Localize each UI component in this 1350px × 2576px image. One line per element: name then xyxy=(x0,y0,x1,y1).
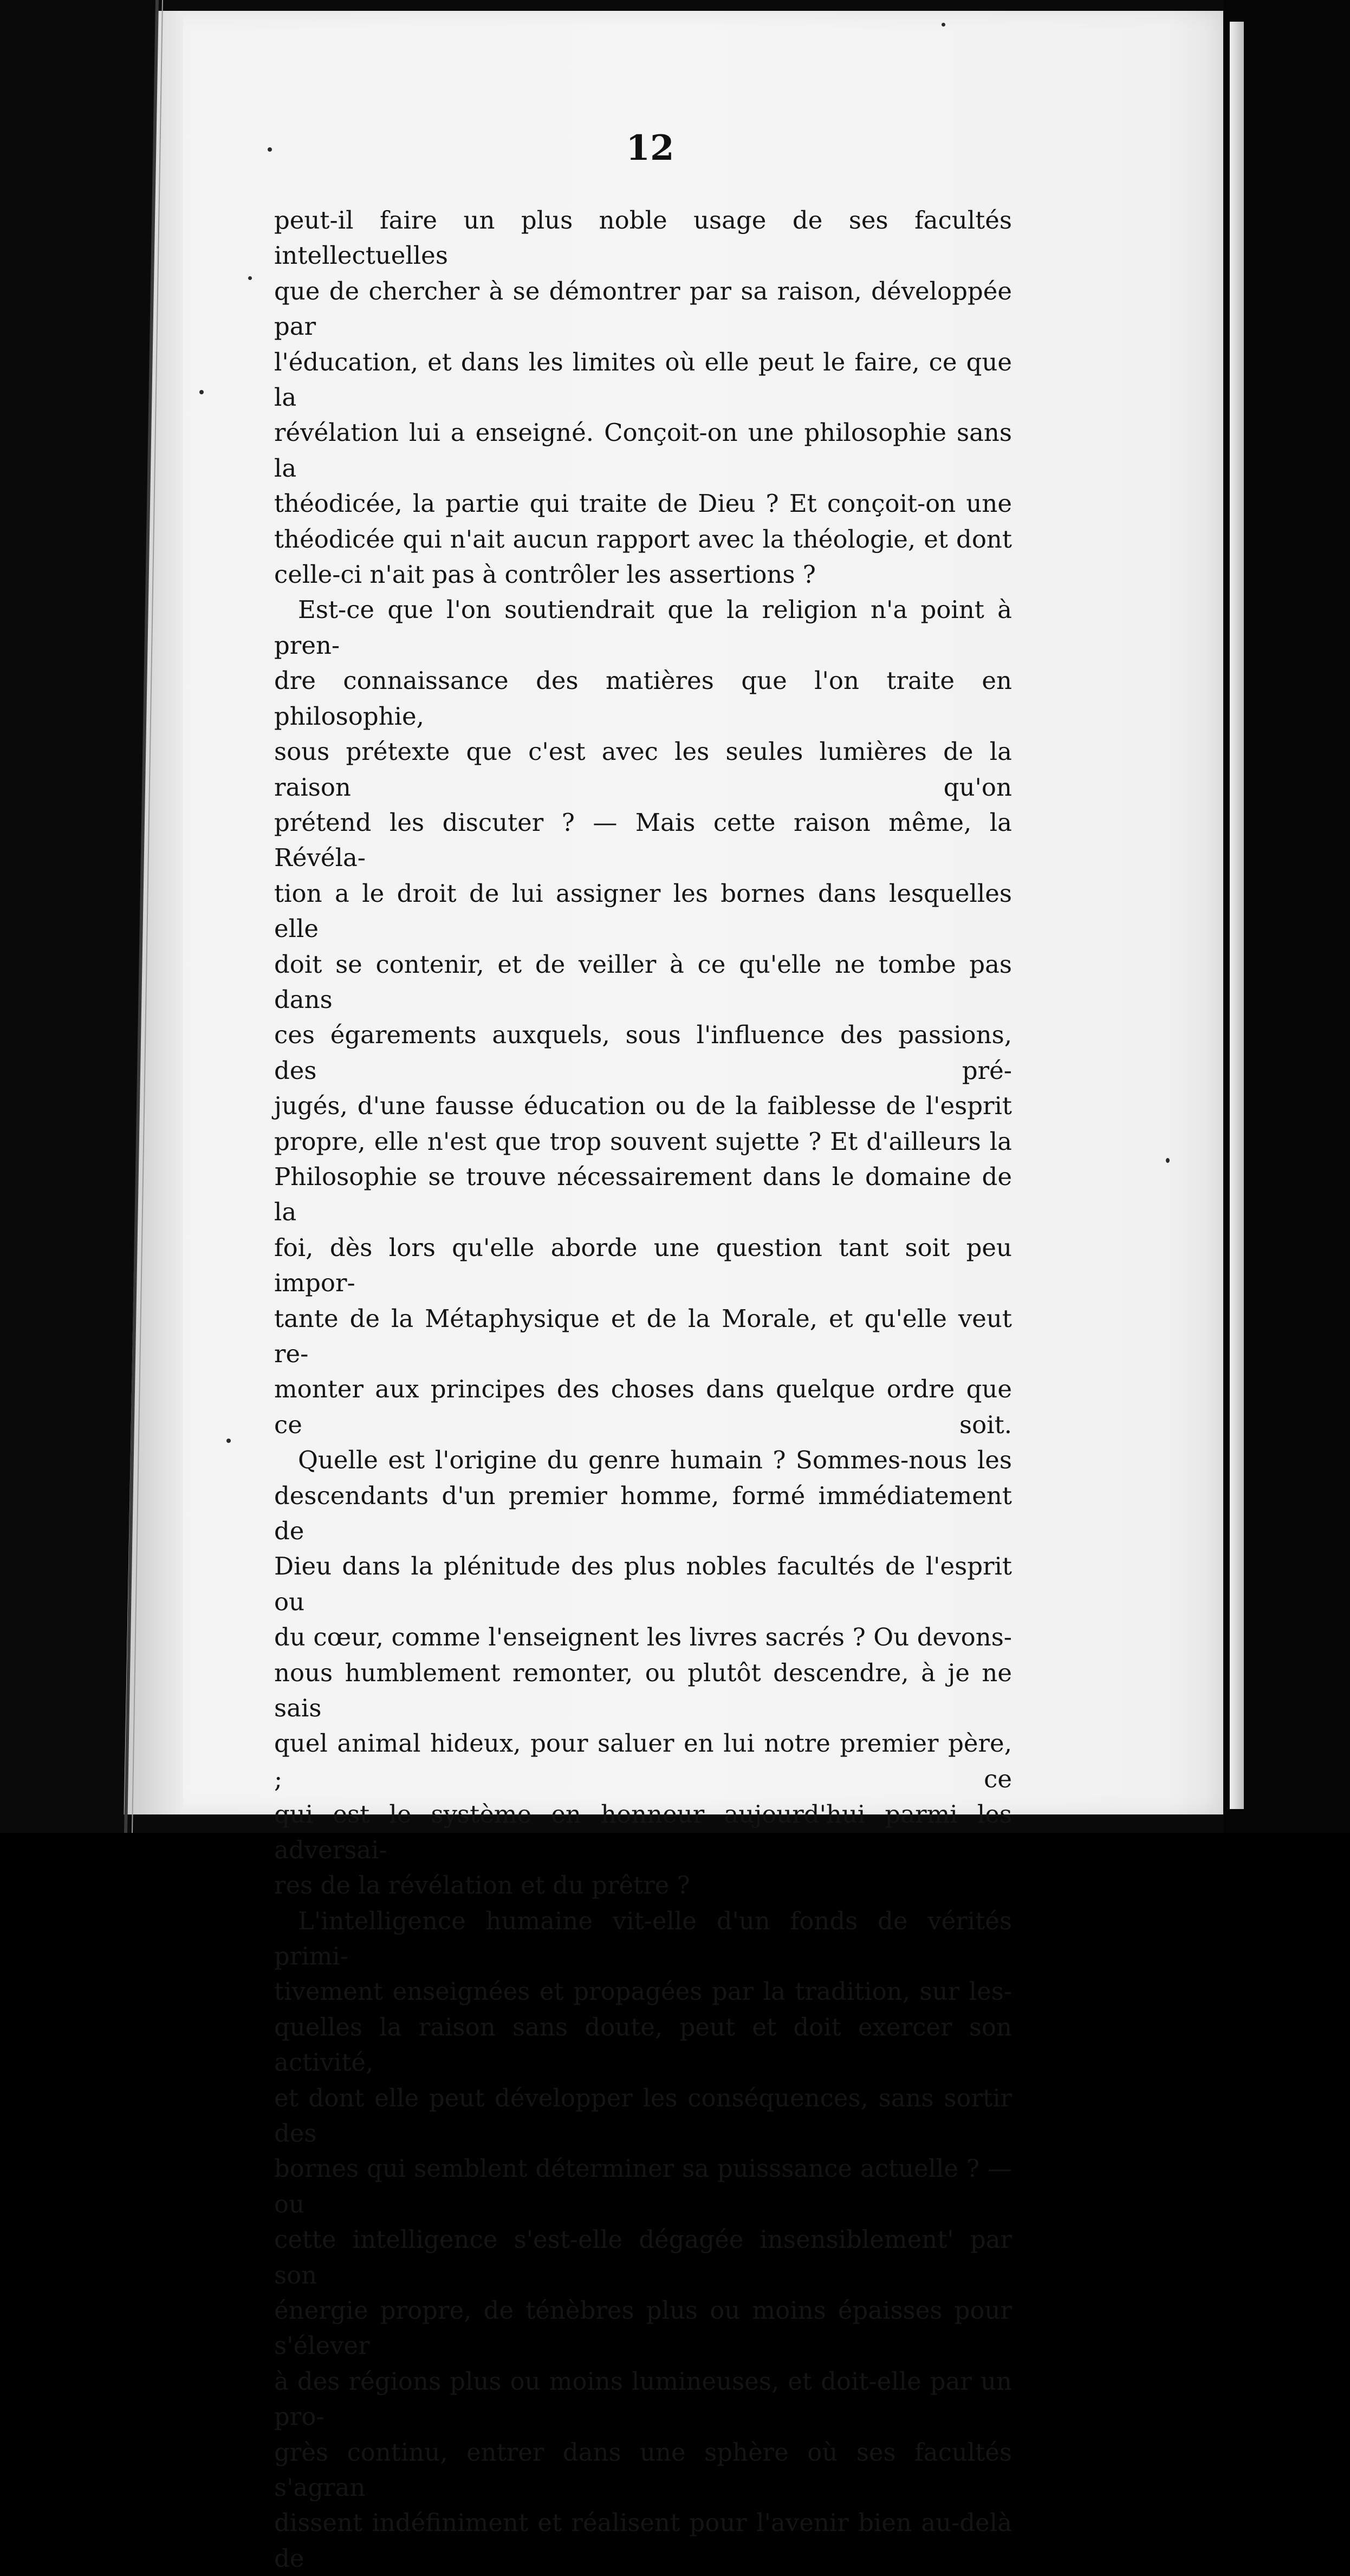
dust-speck xyxy=(248,276,252,280)
text-line: grès continu, entrer dans une sphère où ses facultés s'agran xyxy=(274,2437,1012,2502)
text-line: descendants d'un premier homme, formé immédiatement de xyxy=(274,1481,1012,1546)
text-line: bornes qui semblent déterminer sa puisssance actuelle ? — ou xyxy=(274,2154,1012,2219)
text-line: que de chercher à se démontrer par sa raison, développée par xyxy=(274,276,1012,341)
dust-speck xyxy=(1166,1158,1170,1163)
text-line: L'intelligence humaine vit-elle d'un fonds de vérités primi- xyxy=(274,1906,1012,1970)
text-line: foi, dès lors qu'elle aborde une question tant soit peu impor- xyxy=(274,1233,1012,1298)
text-line: sous prétexte que c'est avec les seules lumières de la raison qu'on xyxy=(274,737,1012,802)
text-line: l'éducation, et dans les limites où elle peut le faire, ce que la xyxy=(274,347,1012,412)
text-line: celle-ci n'ait pas à contrôler les assertions ? xyxy=(274,560,816,589)
text-line: quel animal hideux, pour saluer en lui notre premier père, ; ce xyxy=(274,1729,1012,1793)
text-line: énergie propre, de ténèbres plus ou moins épaisses pour s'élever xyxy=(274,2295,1012,2360)
text-line: et dont elle peut développer les conséquences, sans sortir des xyxy=(274,2083,1012,2148)
text-line: Quelle est l'origine du genre humain ? Sommes-nous les xyxy=(298,1446,1012,1475)
text-line: dissent indéfiniment et réalisent pour l'avenir bien au-delà de xyxy=(274,2508,1012,2573)
text-line: à des régions plus ou moins lumineuses, et doit-elle par un pro- xyxy=(274,2366,1012,2431)
text-line: doit se contenir, et de veiller à ce qu'elle ne tombe pas dans xyxy=(274,949,1012,1014)
text-line: Philosophie se trouve nécessairement dans le domaine de la xyxy=(274,1162,1012,1227)
page-fold-edge xyxy=(0,0,184,1833)
text-line: propre, elle n'est que trop souvent sujette ? Et d'ailleurs la xyxy=(274,1127,1012,1156)
text-line: théodicée, la partie qui traite de Dieu ? Et conçoit-on une xyxy=(274,489,1012,518)
text-line: Dieu dans la plénitude des plus nobles facultés de l'esprit ou xyxy=(274,1552,1012,1616)
text-line: Est-ce que l'on soutiendrait que la religion n'a point à pren- xyxy=(274,595,1012,660)
dust-speck xyxy=(226,1439,231,1443)
dust-speck xyxy=(268,147,272,152)
dust-speck xyxy=(199,390,204,394)
text-line: quelles la raison sans doute, peut et doit exercer son activité, xyxy=(274,2012,1012,2077)
text-line: dre connaissance des matières que l'on traite en philosophie, xyxy=(274,666,1012,731)
text-line: tivement enseignées et propagées par la tradition, sur les- xyxy=(274,1977,1012,2006)
text-line: tante de la Métaphysique et de la Morale, et qu'elle veut re- xyxy=(274,1304,1012,1368)
text-line: du cœur, comme l'enseignent les livres sacrés ? Ou devons- xyxy=(274,1623,1012,1652)
text-line: monter aux principes des choses dans quelque ordre que ce soit. xyxy=(274,1375,1012,1439)
dust-speck xyxy=(942,23,945,27)
text-line: nous humblement remonter, ou plutôt descendre, à je ne sais xyxy=(274,1658,1012,1723)
body-text xyxy=(274,203,1012,2576)
text-line: théodicée qui n'ait aucun rapport avec la théologie, et dont xyxy=(274,524,1012,554)
text-line: prétend les discuter ? — Mais cette raison même, la Révéla- xyxy=(274,808,1012,873)
text-line: cette intelligence s'est-elle dégagée insensiblement' par son xyxy=(274,2225,1012,2289)
next-page-edge xyxy=(1230,22,1244,1809)
text-line: peut-il faire un plus noble usage de ses facultés intellectuelles xyxy=(274,206,1012,270)
text-line: jugés, d'une fausse éducation ou de la faiblesse de l'esprit xyxy=(274,1091,1012,1121)
page-number: 12 xyxy=(626,128,674,168)
text-line: qui est le système en honneur aujourd'hui parmi les adversai- xyxy=(274,1800,1012,1864)
text-line: res de la révélation et du prêtre ? xyxy=(274,1871,690,1900)
text-line: ces égarements auxquels, sous l'influence des passions, des pré- xyxy=(274,1020,1012,1085)
text-line: révélation lui a enseigné. Conçoit-on une philosophie sans la xyxy=(274,418,1012,483)
text-line: tion a le droit de lui assigner les bornes dans lesquelles elle xyxy=(274,879,1012,944)
